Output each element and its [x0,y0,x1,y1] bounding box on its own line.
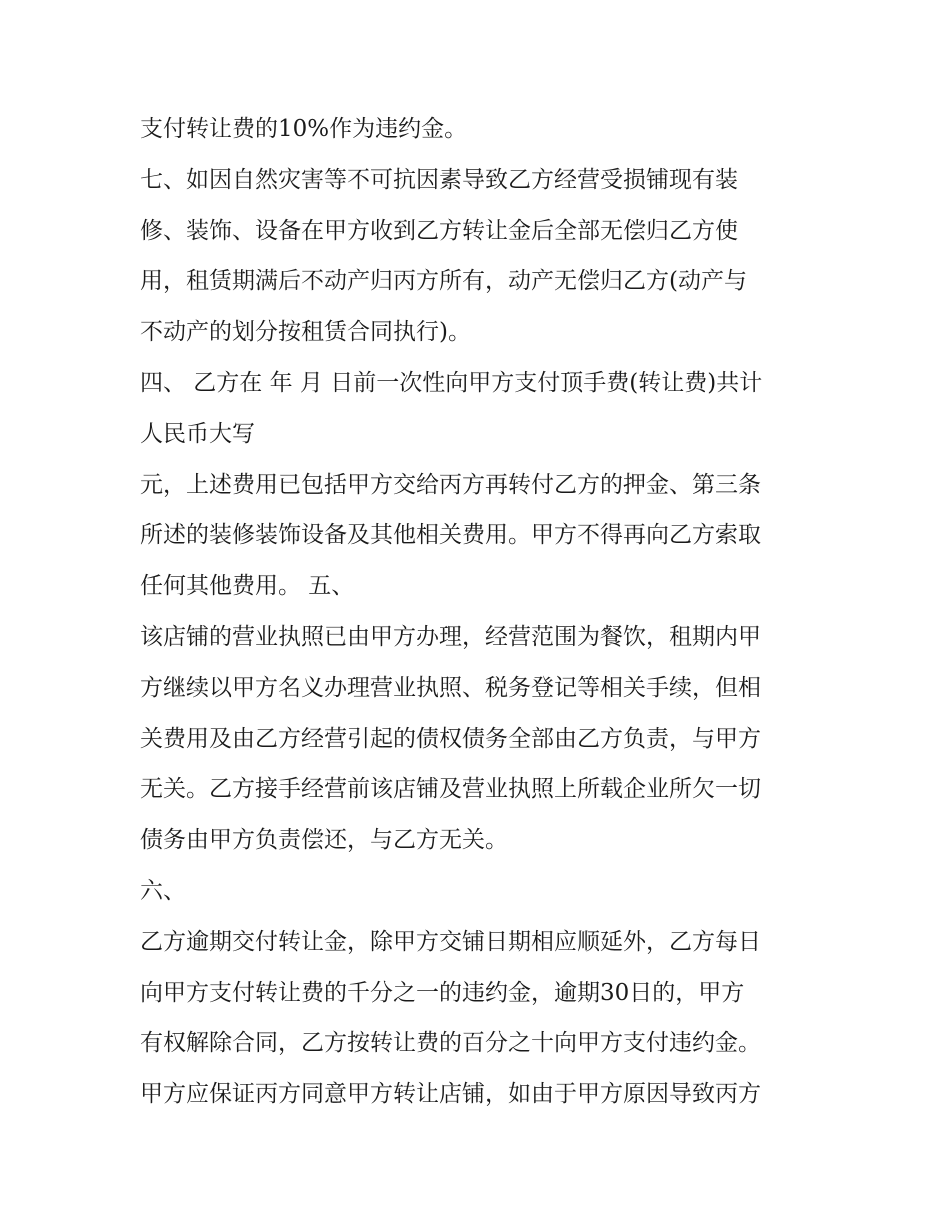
text-line: 用，租赁期满后不动产归丙方所有，动产无偿归乙方(动产与 [140,268,747,295]
text-line: 关费用及由乙方经营引起的债权债务全部由乙方负责，与甲方 [140,725,761,752]
text-line: 债务由甲方负责偿还，与乙方无关。 [140,827,508,854]
text-line: 四、 乙方在 年 月 日前一次性向甲方支付顶手费(转让费)共计 [140,369,763,396]
text-line: 乙方逾期交付转让金，除甲方交铺日期相应顺延外，乙方每日 [140,928,761,955]
contract-text-block [140,104,820,1120]
text-line: 向甲方支付转让费的千分之一的违约金，逾期30日的，甲方 [140,979,745,1006]
text-line: 无关。乙方接手经营前该店铺及营业执照上所载企业所欠一切 [140,776,761,803]
text-line: 甲方应保证丙方同意甲方转让店铺，如由于甲方原因导致丙方 [140,1081,761,1108]
text-line: 任何其他费用。 五、 [140,573,355,600]
text-line: 支付转让费的10%作为违约金。 [140,116,468,142]
text-line: 方继续以甲方名义办理营业执照、税务登记等相关手续，但相 [140,674,761,701]
text-line: 人民币大写 [140,420,255,447]
text-line: 所述的装修装饰设备及其他相关费用。甲方不得再向乙方索取 [140,522,761,549]
text-line: 六、 [140,877,186,904]
text-line: 该店铺的营业执照已由甲方办理，经营范围为餐饮，租期内甲 [140,623,761,650]
text-line: 有权解除合同，乙方按转让费的百分之十向甲方支付违约金。 [140,1030,761,1057]
text-line: 元，上述费用已包括甲方交给丙方再转付乙方的押金、第三条 [140,471,761,498]
text-line: 七、如因自然灾害等不可抗因素导致乙方经营受损铺现有装 [140,166,738,193]
text-line: 修、装饰、设备在甲方收到乙方转让金后全部无偿归乙方使 [140,217,738,244]
text-line: 不动产的划分按租赁合同执行)。 [140,319,471,346]
